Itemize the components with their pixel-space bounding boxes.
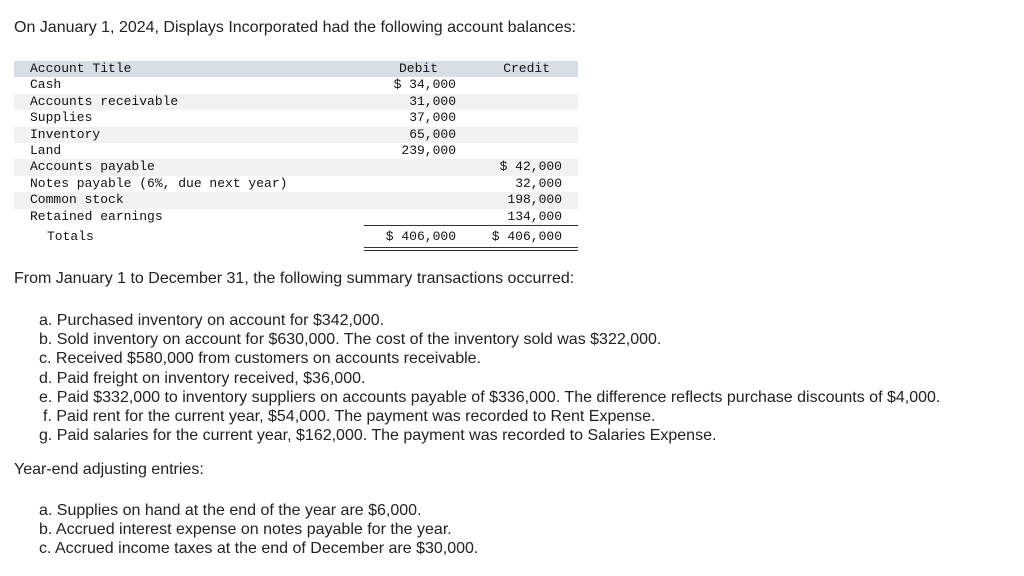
list-item: e. Paid $332,000 to inventory suppliers on accounts payable of $336,000. The difference reflects purchase discounts of $4,000. <box>39 388 941 406</box>
subtotal-rule <box>14 225 578 226</box>
table-row <box>14 110 578 126</box>
account-title: Supplies <box>30 110 93 126</box>
list-item: d. Paid freight on inventory received, $36,000. <box>39 369 366 387</box>
debit-value: 31,000 <box>409 93 456 109</box>
account-title: Accounts receivable <box>30 93 179 109</box>
debit-value: $ 34,000 <box>393 77 456 93</box>
credit-value: 198,000 <box>507 192 562 208</box>
table-row <box>14 143 578 159</box>
debit-value: 239,000 <box>401 142 456 158</box>
list-item: b. Accrued interest expense on notes payable for the year. <box>39 521 452 539</box>
list-item: c. Received $580,000 from customers on accounts receivable. <box>39 350 482 368</box>
table-row <box>14 192 578 208</box>
header-credit: Credit <box>503 61 550 76</box>
totals-row <box>14 227 578 247</box>
credit-value: 134,000 <box>507 208 562 224</box>
list-item: f. Paid rent for the current year, $54,000. The payment was recorded to Rent Expense. <box>43 407 656 425</box>
header-account-title: Account Title <box>30 61 132 76</box>
debit-value: 37,000 <box>409 110 456 126</box>
list-item: a. Supplies on hand at the end of the year are $6,000. <box>39 502 422 519</box>
table-header-row <box>14 61 578 77</box>
table-row <box>14 127 578 143</box>
list-item: a. Purchased inventory on account for $342,000. <box>39 312 385 329</box>
totals-label: Totals <box>47 228 94 244</box>
list-item: b. Sold inventory on account for $630,000. The cost of the inventory sold was $322,000. <box>39 331 662 349</box>
transactions-heading: From January 1 to December 31, the following summary transactions occurred: <box>14 270 575 287</box>
trial-balance-table <box>14 61 578 250</box>
transactions-list <box>39 311 940 445</box>
credit-value: $ 42,000 <box>499 159 562 175</box>
debit-value: 65,000 <box>409 126 456 142</box>
double-rule <box>14 247 578 250</box>
table-row <box>14 176 578 192</box>
header-debit: Debit <box>398 61 438 76</box>
list-item: c. Accrued income taxes at the end of December are $30,000. <box>39 540 479 558</box>
table-row <box>14 159 578 175</box>
list-item: g. Paid salaries for the current year, $162,000. The payment was recorded to Salaries Expense. <box>39 427 717 445</box>
account-title: Land <box>30 142 62 158</box>
table-row <box>14 77 578 93</box>
account-title: Notes payable (6%, due next year) <box>30 175 288 191</box>
account-title: Common stock <box>30 192 124 208</box>
credit-value: 32,000 <box>515 175 562 191</box>
debit-total: $ 406,000 <box>385 228 456 244</box>
adjustments-heading: Year-end adjusting entries: <box>14 461 204 478</box>
adjustments-list <box>39 501 478 559</box>
account-title: Cash <box>30 77 62 93</box>
account-title: Accounts payable <box>30 159 155 175</box>
table-row <box>14 209 578 225</box>
account-title: Inventory <box>30 126 101 142</box>
credit-total: $ 406,000 <box>491 228 562 244</box>
account-title: Retained earnings <box>30 208 163 224</box>
table-row <box>14 94 578 110</box>
intro-text: On January 1, 2024, Displays Incorporated had the following account balances: <box>14 19 577 36</box>
